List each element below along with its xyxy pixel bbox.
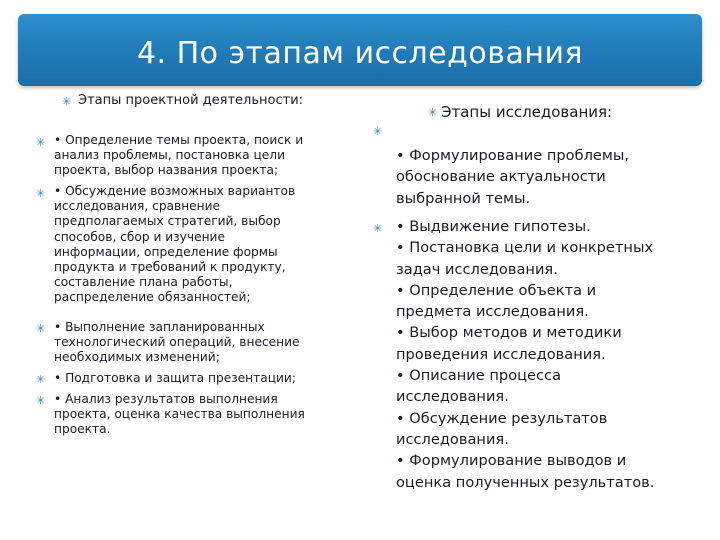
left-list-item: • Подготовка и защита презентации; (54, 371, 296, 385)
asterisk-bullet-icon: ✳ (428, 106, 438, 119)
asterisk-bullet-icon: ✳ (36, 187, 46, 200)
asterisk-bullet-icon: ✳ (36, 136, 46, 149)
right-list-item: • Выдвижение гипотезы. • Постановка цели и конкретных задач исследования. • Определение объекта и предмета исследования. • Выбор методов и методики проведения исследования. • Описание процесса исследования. • Обсуждение результатов исследования. • Формулирование выводов и оценка полученных результатов. (396, 218, 655, 491)
asterisk-bullet-icon: ✳ (373, 125, 383, 138)
left-column-header: Этапы проектной деятельности: (78, 93, 304, 108)
title-bar (18, 14, 702, 86)
asterisk-bullet-icon: ✳ (373, 222, 383, 235)
slide-title: 4. По этапам исследования (136, 36, 584, 71)
asterisk-bullet-icon: ✳ (36, 394, 46, 407)
asterisk-bullet-icon: ✳ (62, 95, 72, 108)
right-column-header: Этапы исследования: (441, 103, 613, 121)
left-list-item: • Выполнение запланированных технологический операций, внесение необходимых изменений; (54, 320, 300, 365)
asterisk-bullet-icon: ✳ (36, 322, 46, 335)
left-list-item: • Анализ результатов выполнения проекта, оценка качества выполнения проекта. (54, 392, 305, 437)
left-list-item: • Определение темы проекта, поиск и анализ проблемы, постановка цели проекта, выбор названия проекта; (54, 133, 304, 178)
right-list-item: • Формулирование проблемы, обоснование актуальности выбранной темы. (396, 147, 630, 207)
left-list-item: • Обсуждение возможных вариантов исследования, сравнение предполагаемых стратегий, выбор способов, сбор и изучение информации, определение формы продукта и требований к продукту, составление плана работы, распределение обязанностей; (54, 184, 296, 305)
asterisk-bullet-icon: ✳ (36, 373, 46, 386)
